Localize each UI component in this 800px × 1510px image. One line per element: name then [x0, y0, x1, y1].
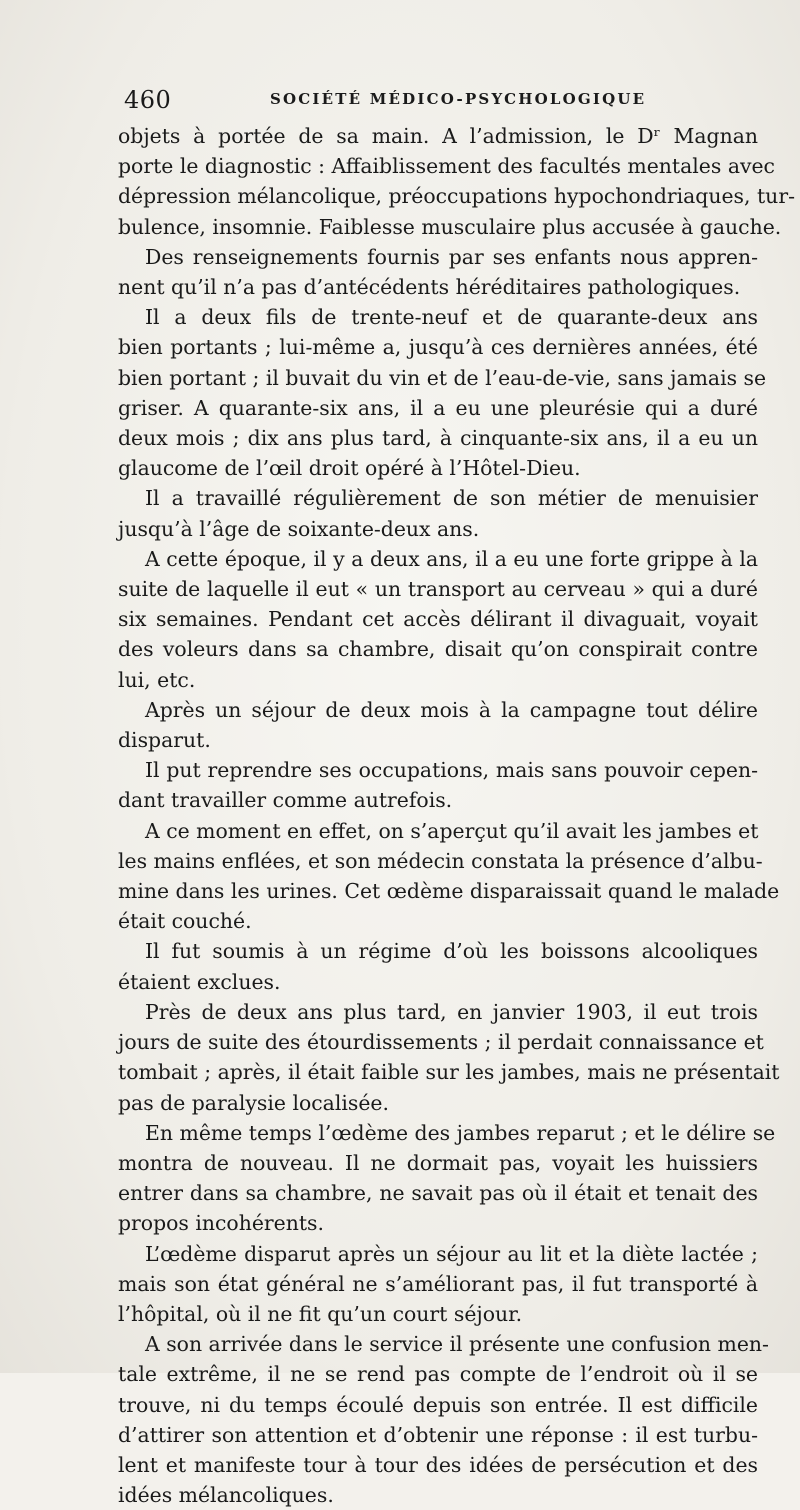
paragraph	[118, 1329, 769, 1510]
text-line: glaucome de l’œil droit opéré à l’Hôtel-Dieu.	[118, 456, 581, 481]
text-line: griser. A quarante-six ans, il a eu une pleurésie qui a duré	[118, 395, 758, 420]
text-line: des voleurs dans sa chambre, disait qu’on conspirait contre	[118, 637, 758, 662]
running-head: SOCIÉTÉ MÉDICO-PSYCHOLOGIQUE	[270, 90, 647, 108]
page-number: 460	[124, 86, 172, 114]
paragraph	[118, 302, 767, 483]
text-line: dépression mélancolique, préoccupations hypochondriaques, tur-	[118, 184, 795, 209]
body-text	[118, 121, 795, 1510]
text-line: Près de deux ans plus tard, en janvier 1903, il eut trois	[145, 999, 758, 1024]
text-line: montra de nouveau. Il ne dormait pas, voyait les huissiers	[118, 1150, 758, 1175]
paragraph	[118, 242, 758, 302]
text-line: bien portants ; lui-même a, jusqu’à ces dernières années, été	[118, 335, 758, 360]
paragraph	[118, 483, 758, 543]
text-line: Après un séjour de deux mois à la campagne tout délire	[145, 697, 758, 722]
text-line: deux mois ; dix ans plus tard, à cinquante-six ans, il a eu un	[118, 426, 758, 451]
text-line: six semaines. Pendant cet accès délirant il divaguait, voyait	[118, 607, 758, 632]
paragraph	[118, 755, 758, 815]
text-line: Il fut soumis à un régime d’où les boissons alcooliques	[145, 939, 758, 964]
text-line: suite de laquelle il eut « un transport au cerveau » qui a duré	[118, 577, 758, 602]
text-line: jours de suite des étourdissements ; il perdait connaissance et	[118, 1030, 764, 1055]
text-line: tombait ; après, il était faible sur les jambes, mais ne présentait	[118, 1060, 780, 1085]
text-line: Des renseignements fournis par ses enfants nous appren-	[145, 244, 758, 269]
text-line: était couché.	[118, 909, 252, 934]
paragraph	[118, 936, 758, 996]
text-line: trouve, ni du temps écoulé depuis son entrée. Il est difficile	[118, 1392, 758, 1417]
text-line: les mains enflées, et son médecin constata la présence d’albu-	[118, 848, 763, 873]
text-line: idées mélancoliques.	[118, 1483, 334, 1508]
paragraph	[118, 1239, 758, 1330]
text-line: objets à portée de sa main. A l’admission, le Dʳ Magnan	[118, 124, 758, 148]
text-line: l’hôpital, où il ne fit qu’un court séjour.	[118, 1301, 523, 1326]
text-line: propos incohérents.	[118, 1211, 324, 1236]
text-line: tale extrême, il ne se rend pas compte de l’endroit où il se	[118, 1362, 758, 1387]
text-line: A cette époque, il y a deux ans, il a eu une forte grippe à la	[145, 546, 758, 571]
text-line: L’œdème disparut après un séjour au lit et la diète lactée ;	[145, 1241, 758, 1266]
text-line: porte le diagnostic : Affaiblissement des facultés mentales avec	[118, 154, 775, 179]
paragraph	[118, 816, 780, 937]
text-line: bien portant ; il buvait du vin et de l’eau-de-vie, sans jamais se	[118, 365, 767, 390]
text-line: étaient exclues.	[118, 969, 281, 994]
text-line: pas de paralysie localisée.	[118, 1090, 389, 1115]
page-header	[120, 86, 760, 116]
text-line: mais son état général ne s’améliorant pas, il fut transporté à	[118, 1271, 758, 1296]
text-line: disparut.	[118, 728, 211, 753]
text-line: Il put reprendre ses occupations, mais sans pouvoir cepen-	[145, 758, 758, 783]
paragraph	[118, 121, 795, 242]
text-line: d’attirer son attention et d’obtenir une réponse : il est turbu-	[118, 1422, 758, 1447]
text-line: nent qu’il n’a pas d’antécédents héréditaires pathologiques.	[118, 275, 741, 300]
paragraph	[118, 997, 780, 1118]
paragraph	[118, 695, 758, 755]
text-line: lent et manifeste tour à tour des idées de persécution et des	[118, 1452, 758, 1477]
text-line: lui, etc.	[118, 667, 196, 692]
text-line: Il a travaillé régulièrement de son métier de menuisier	[145, 486, 758, 511]
paragraph	[118, 544, 758, 695]
text-line: entrer dans sa chambre, ne savait pas où il était et tenait des	[118, 1181, 758, 1206]
text-line: A ce moment en effet, on s’aperçut qu’il avait les jambes et	[145, 818, 759, 843]
text-line: Il a deux fils de trente-neuf et de quarante-deux ans	[145, 305, 758, 330]
text-line: mine dans les urines. Cet œdème disparaissait quand le malade	[118, 879, 780, 904]
paragraph	[118, 1118, 776, 1239]
text-line: A son arrivée dans le service il présente une confusion men-	[145, 1332, 769, 1357]
text-line: jusqu’à l’âge de soixante-deux ans.	[118, 516, 480, 541]
text-line: En même temps l’œdème des jambes reparut ; et le délire se	[145, 1120, 776, 1145]
text-line: bulence, insomnie. Faiblesse musculaire plus accusée à gauche.	[118, 214, 782, 239]
text-line: dant travailler comme autrefois.	[118, 788, 453, 813]
